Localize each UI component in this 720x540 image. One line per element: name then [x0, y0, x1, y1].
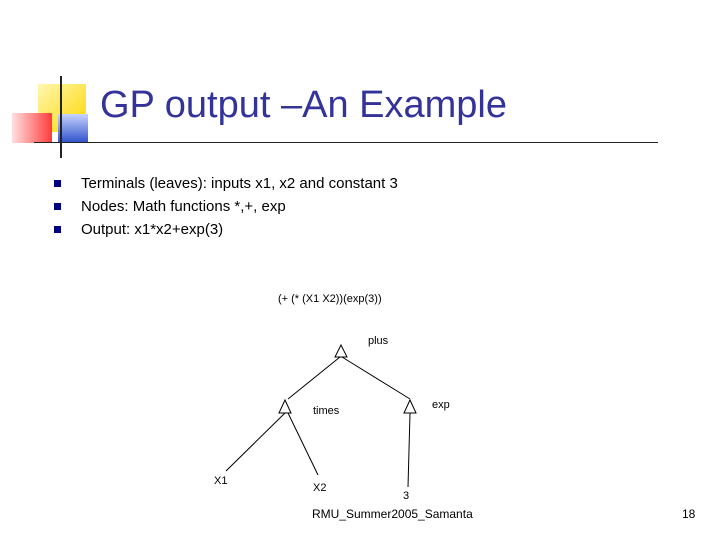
expression-label: (+ (* (X1 X2))(exp(3)) — [278, 293, 382, 305]
bullet-text: Terminals (leaves): inputs x1, x2 and constant 3 — [81, 175, 398, 192]
node-label-exp: exp — [432, 399, 450, 411]
slide-title: GP output –An Example — [100, 84, 507, 126]
plus-node-triangle-icon — [335, 345, 347, 357]
node-label-times: times — [313, 405, 340, 417]
bullet-text: Nodes: Math functions *,+, exp — [81, 198, 286, 215]
node-label-plus: plus — [368, 335, 389, 347]
edge-times-x1 — [226, 413, 285, 471]
edge-times-x2 — [288, 413, 318, 475]
page-number: 18 — [682, 507, 696, 521]
leaf-label-x2: X2 — [313, 482, 327, 494]
bullet-text: Output: x1*x2+exp(3) — [81, 221, 224, 238]
times-node-triangle-icon — [279, 400, 291, 413]
leaf-label-x1: X1 — [214, 475, 228, 487]
footer-text: RMU_Summer2005_Samanta — [312, 507, 473, 521]
edge-plus-times — [288, 357, 340, 399]
edge-plus-exp — [342, 357, 410, 399]
leaf-label-3: 3 — [403, 490, 410, 502]
exp-node-triangle-icon — [404, 400, 416, 413]
edge-exp-3 — [408, 413, 410, 487]
